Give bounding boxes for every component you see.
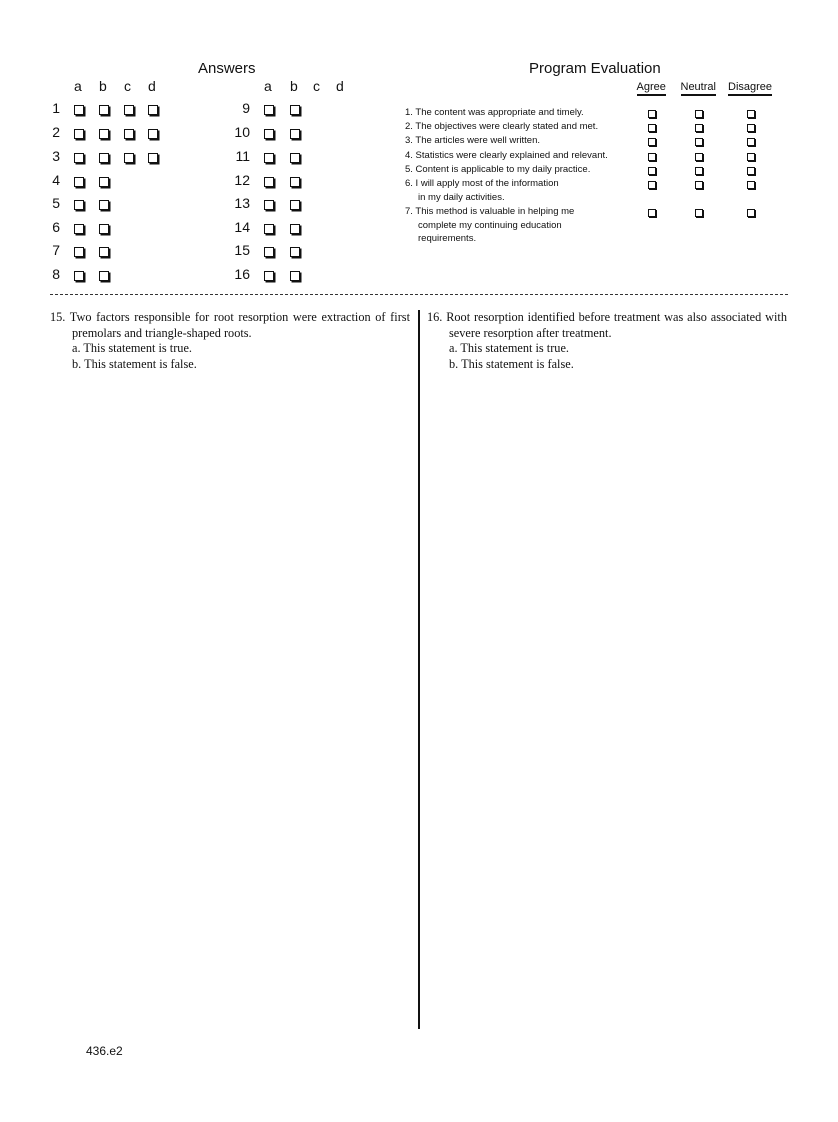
answer-option: b. This statement is false. [72,356,197,371]
evaluation-checkbox[interactable] [648,153,656,161]
question-number: 1 [52,100,60,116]
evaluation-checkbox[interactable] [695,209,703,217]
question-number: 12 [234,172,250,188]
evaluation-checkbox[interactable] [648,110,656,118]
column-divider [418,310,420,1029]
answer-checkbox[interactable] [148,153,158,163]
answer-checkbox[interactable] [74,224,84,234]
answer-checkbox[interactable] [290,105,300,115]
cut-line-divider [50,294,788,295]
answer-checkbox[interactable] [74,271,84,281]
question-number: 6 [52,219,60,235]
answer-checkbox[interactable] [264,129,274,139]
answer-column-letter: a [264,78,272,94]
quiz-question [50,310,410,372]
answer-checkbox[interactable] [290,177,300,187]
answer-checkbox[interactable] [74,105,84,115]
evaluation-item-text: 4. Statistics were clearly explained and relevant. [405,150,608,161]
answer-checkbox[interactable] [99,177,109,187]
answer-option: a. This statement is true. [72,341,192,355]
answer-checkbox[interactable] [290,271,300,281]
evaluation-item-text: complete my continuing education [418,219,562,231]
question-number: 8 [52,266,60,282]
answer-checkbox[interactable] [99,105,109,115]
answer-checkbox[interactable] [99,247,109,257]
question-number: 5 [52,195,60,211]
answer-option: a. This statement is true. [449,341,569,355]
question-number: 9 [242,100,250,116]
answer-checkbox[interactable] [290,129,300,139]
answer-checkbox[interactable] [74,200,84,210]
evaluation-checkbox[interactable] [648,124,656,132]
answer-column-letter: d [148,78,156,94]
evaluation-checkbox[interactable] [747,209,755,217]
page-number: 436.e2 [86,1044,123,1058]
answers-title: Answers [198,60,256,77]
answer-checkbox[interactable] [99,200,109,210]
answer-option: b. This statement is false. [449,356,574,371]
question-number: 3 [52,148,60,164]
question-number: 15 [234,242,250,258]
answer-column-letter: c [313,78,320,94]
evaluation-checkbox[interactable] [747,153,755,161]
answer-checkbox[interactable] [148,105,158,115]
question-number: 7 [52,242,60,258]
evaluation-checkbox[interactable] [648,167,656,175]
answer-checkbox[interactable] [124,129,134,139]
evaluation-item-text: in my daily activities. [418,191,505,203]
evaluation-item-text: 6. I will apply most of the information [405,178,559,189]
evaluation-item-text: 1. The content was appropriate and timely. [405,107,584,118]
answer-checkbox[interactable] [148,129,158,139]
answer-checkbox[interactable] [290,224,300,234]
evaluation-column-header-agree: Agree [637,81,666,96]
question-number: 13 [234,195,250,211]
answer-column-letter: a [74,78,82,94]
answer-checkbox[interactable] [74,247,84,257]
evaluation-checkbox[interactable] [695,167,703,175]
answer-checkbox[interactable] [124,105,134,115]
quiz-question [427,310,787,372]
question-stem: 16. Root resorption identified before treatment was also associated with severe resorption after treatment. [427,310,787,340]
answer-checkbox[interactable] [74,129,84,139]
answer-checkbox[interactable] [99,224,109,234]
evaluation-item-text: 5. Content is applicable to my daily practice. [405,164,591,175]
evaluation-item-text: 7. This method is valuable in helping me [405,206,575,217]
evaluation-checkbox[interactable] [648,138,656,146]
question-number: 16 [234,266,250,282]
question-number: 4 [52,172,60,188]
evaluation-item-text: 3. The articles were well written. [405,135,540,146]
answer-checkbox[interactable] [290,200,300,210]
question-number: 14 [234,219,250,235]
answer-checkbox[interactable] [99,129,109,139]
evaluation-item-text: 2. The objectives were clearly stated and met. [405,121,599,132]
question-number: 10 [234,124,250,140]
question-number: 2 [52,124,60,140]
answer-checkbox[interactable] [290,153,300,163]
answer-checkbox[interactable] [264,247,274,257]
answer-checkbox[interactable] [264,224,274,234]
question-number: 11 [235,148,250,164]
evaluation-checkbox[interactable] [695,138,703,146]
answer-checkbox[interactable] [99,153,109,163]
evaluation-checkbox[interactable] [648,181,656,189]
evaluation-checkbox[interactable] [695,124,703,132]
evaluation-checkbox[interactable] [695,153,703,161]
evaluation-checkbox[interactable] [747,124,755,132]
evaluation-checkbox[interactable] [648,209,656,217]
answer-column-letter: c [124,78,131,94]
answer-checkbox[interactable] [74,153,84,163]
evaluation-checkbox[interactable] [747,110,755,118]
answer-checkbox[interactable] [264,105,274,115]
answer-checkbox[interactable] [290,247,300,257]
answer-checkbox[interactable] [74,177,84,187]
evaluation-checkbox[interactable] [695,181,703,189]
answer-checkbox[interactable] [124,153,134,163]
evaluation-checkbox[interactable] [747,138,755,146]
evaluation-checkbox[interactable] [747,167,755,175]
answer-column-letter: d [336,78,344,94]
answer-column-letter: b [290,78,298,94]
answer-column-letter: b [99,78,107,94]
evaluation-item-text: requirements. [418,233,477,244]
program-evaluation-title: Program Evaluation [529,60,661,77]
evaluation-checkbox[interactable] [695,110,703,118]
answer-checkbox[interactable] [264,153,274,163]
answer-checkbox[interactable] [264,271,274,281]
answer-checkbox[interactable] [264,200,274,210]
evaluation-column-header-disagree: Disagree [728,81,772,96]
answer-checkbox[interactable] [264,177,274,187]
evaluation-checkbox[interactable] [747,181,755,189]
answer-checkbox[interactable] [99,271,109,281]
question-stem: 15. Two factors responsible for root resorption were extraction of first premolars and triangle-shaped roots. [50,310,410,340]
evaluation-column-header-neutral: Neutral [681,81,716,96]
